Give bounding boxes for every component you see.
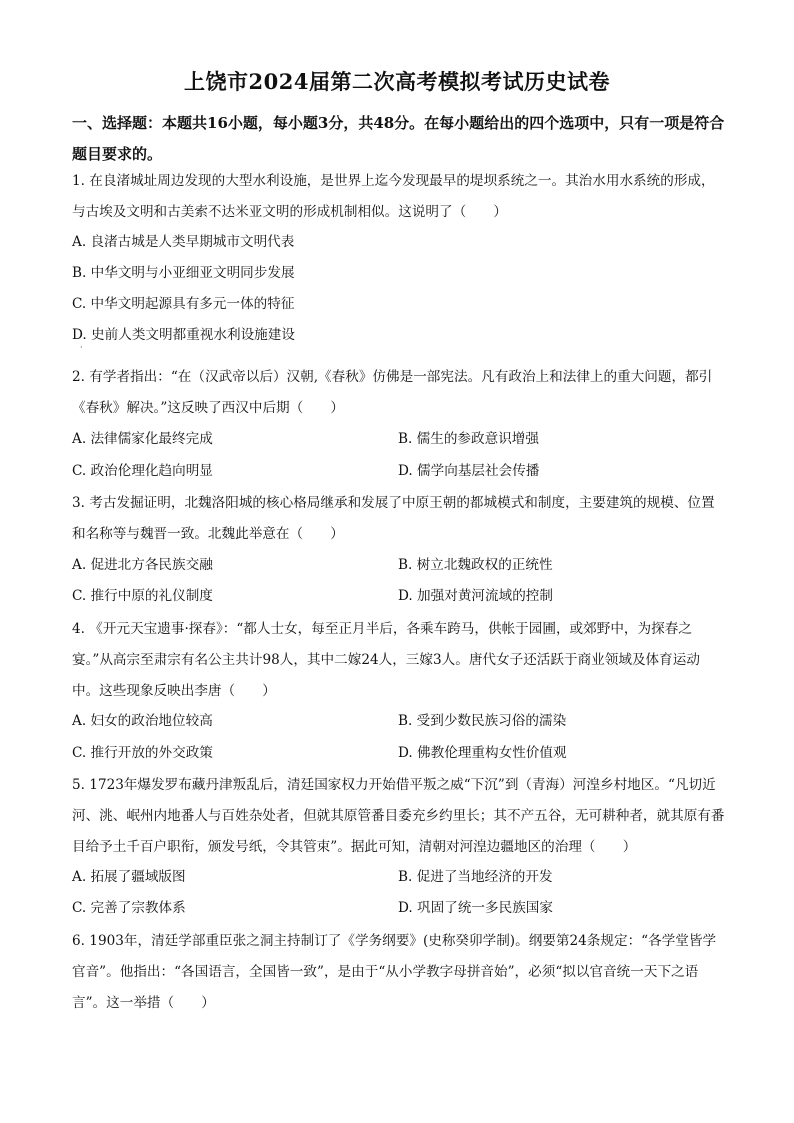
- question-3-option-d: D. 加强对黄河流域的控制: [398, 588, 553, 604]
- question-1-option-a: A. 良渚古城是人类早期城市文明代表: [72, 234, 295, 250]
- question-4-option-a: A. 妇女的政治地位较高: [72, 713, 213, 729]
- question-1-option-d: D. 史前人类文明都重视水利设施建设: [72, 327, 295, 343]
- stray-dot: ·: [80, 343, 83, 352]
- question-4-option-b: B. 受到少数民族习俗的濡染: [398, 713, 567, 729]
- question-2-stem: 2. 有学者指出：“在（汉武帝以后）汉朝,《春秋》仿佛是一部宪法。凡有政治上和法律上的重大问题，都引《春秋》解决。”这反映了西汉中后期（ ）: [72, 369, 713, 416]
- question-5-stem: 5. 1723年爆发罗布藏丹津叛乱后，清廷国家权力开始借平叛之威“下沉”到（青海）河湟乡村地区。“凡切近河、洮、岷州内地番人与百姓杂处者，但就其原管番目委充乡约里长；其不产五谷，无可耕种者，就其原有番目给予土千百户职衔，颁发号纸，令其管束”。据此可知，清朝对河湟边疆地区的治理（ ）: [72, 777, 725, 855]
- question-2-option-a: A. 法律儒家化最终完成: [72, 431, 213, 447]
- question-4-option-d: D. 佛教伦理重构女性价值观: [398, 745, 567, 761]
- question-5-option-a: A. 拓展了疆域版图: [72, 869, 186, 885]
- section-header: 一、选择题：本题共16小题，每小题3分，共48分。在每小题给出的四个选项中，只有一项是符合题目要求的。: [72, 114, 725, 163]
- question-1-option-c: C. 中华文明起源具有多元一体的特征: [72, 296, 295, 312]
- exam-title: 上饶市2024届第二次高考模拟考试历史试卷: [184, 69, 610, 94]
- question-3-stem: 3. 考古发掘证明，北魏洛阳城的核心格局继承和发展了中原王朝的都城模式和制度，主要建筑的规模、位置和名称等与魏晋一致。北魏此举意在（ ）: [72, 495, 715, 542]
- question-2-option-d: D. 儒学向基层社会传播: [398, 463, 540, 479]
- question-5-option-d: D. 巩固了统一多民族国家: [398, 900, 553, 916]
- question-1-option-b: B. 中华文明与小亚细亚文明同步发展: [72, 265, 295, 281]
- question-2-option-b: B. 儒生的参政意识增强: [398, 431, 539, 447]
- question-6-stem: 6. 1903年，清廷学部重臣张之洞主持制订了《学务纲要》(史称癸卯学制)。纲要第24条规定：“各学堂皆学官音”。他指出：“各国语言，全国皆一致”，是由于“从小学教字母拼音始”，必须“拟以官音统一天下之语言”。这一举措（ ）: [72, 933, 717, 1011]
- question-3-option-c: C. 推行中原的礼仪制度: [72, 588, 213, 604]
- question-5-option-b: B. 促进了当地经济的开发: [398, 869, 553, 885]
- question-5-option-c: C. 完善了宗教体系: [72, 900, 186, 916]
- question-3-option-a: A. 促进北方各民族交融: [72, 557, 213, 573]
- question-4-stem: 4. 《开元天宝遗事·探春》：“都人士女，每至正月半后，各乘车跨马，供帐于园圃，或郊野中，为探春之宴。”从高宗至肃宗有名公主共计98人，其中二嫁24人，三嫁3人。唐代女子还活跃于商业领域及体育运动中。这些现象反映出李唐（ ）: [72, 621, 700, 699]
- question-1-stem: 1. 在良渚城址周边发现的大型水利设施，是世界上迄今发现最早的堤坝系统之一。其治水用水系统的形成，与古埃及文明和古美索不达米亚文明的形成机制相似。这说明了（ ）: [72, 173, 715, 220]
- question-2-option-c: C. 政治伦理化趋向明显: [72, 463, 213, 479]
- question-3-option-b: B. 树立北魏政权的正统性: [398, 557, 553, 573]
- question-4-option-c: C. 推行开放的外交政策: [72, 745, 213, 761]
